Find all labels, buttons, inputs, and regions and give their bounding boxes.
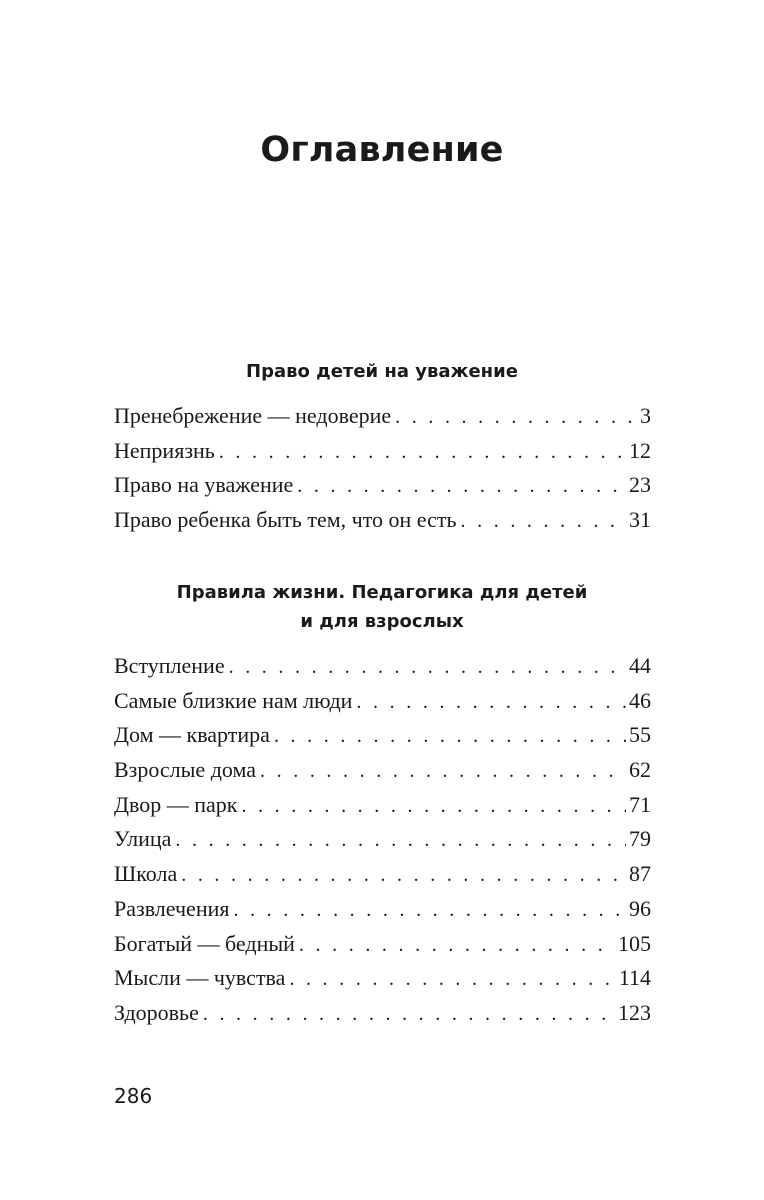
toc-entry-page: 55 — [629, 722, 651, 748]
toc-entry-page: 44 — [629, 653, 651, 678]
dot-leader — [219, 435, 626, 469]
toc-entry[interactable] — [114, 718, 651, 753]
toc-entry-page: 12 — [629, 437, 651, 463]
toc-entry-page: 71 — [629, 791, 651, 817]
toc-list-respect — [114, 399, 651, 538]
toc-entry-title: Здоровье — [114, 999, 199, 1025]
section-heading-respect: Право детей на уважение — [246, 361, 518, 382]
dot-leader — [395, 400, 637, 434]
toc-entry-page: 46 — [629, 687, 651, 713]
toc-entry-page: 96 — [629, 895, 651, 921]
dot-leader — [175, 823, 626, 857]
toc-entry[interactable] — [114, 892, 651, 927]
toc-entry[interactable] — [114, 434, 651, 469]
toc-entry-page: 62 — [629, 757, 651, 783]
page-title: Оглавление — [260, 130, 504, 170]
section-heading-rules-line1: Правила жизни. Педагогика для детей — [176, 582, 588, 603]
toc-entry-title: Самые близкие нам люди — [114, 687, 353, 713]
toc-entry-page: 114 — [618, 965, 651, 991]
dot-leader — [260, 754, 626, 788]
toc-entry-title: Вступление — [114, 653, 225, 678]
toc-entry-page: 79 — [629, 826, 651, 852]
dot-leader — [299, 928, 615, 962]
toc-entry-page: 87 — [629, 861, 651, 887]
dot-leader — [289, 962, 615, 996]
toc-entry-title: Богатый — бедный — [114, 930, 295, 956]
dot-leader — [297, 469, 626, 503]
toc-entry[interactable] — [114, 788, 651, 823]
dot-leader — [233, 893, 626, 927]
toc-entry-title: Неприязнь — [114, 437, 215, 463]
toc-entry-title: Дом — квартира — [114, 722, 270, 748]
toc-entry-title: Право на уважение — [114, 472, 294, 498]
toc-list-rules — [114, 649, 651, 1031]
toc-entry-title: Развлечения — [114, 895, 230, 921]
toc-entry[interactable] — [114, 822, 651, 857]
toc-entry[interactable] — [114, 468, 651, 503]
toc-entry[interactable] — [114, 503, 651, 538]
toc-entry-page: 123 — [618, 999, 651, 1025]
toc-entry[interactable] — [114, 684, 651, 719]
toc-entry-title: Двор — парк — [114, 791, 238, 817]
toc-entry-title: Взрослые дома — [114, 757, 257, 783]
toc-entry-title: Улица — [114, 826, 172, 852]
page-number: 286 — [114, 1084, 153, 1108]
toc-entry-title: Пренебрежение — недоверие — [114, 403, 392, 428]
dot-leader — [181, 858, 626, 892]
dot-leader — [241, 789, 626, 823]
section-heading-rules-line2: и для взрослых — [300, 611, 464, 632]
toc-entry[interactable] — [114, 961, 651, 996]
toc-entry[interactable] — [114, 649, 651, 684]
toc-entry[interactable] — [114, 857, 651, 892]
toc-entry-title: Мысли — чувства — [114, 965, 286, 991]
dot-leader — [461, 504, 626, 538]
toc-entry-page: 31 — [629, 507, 651, 533]
toc-entry[interactable] — [114, 399, 651, 434]
toc-entry-page: 3 — [640, 403, 651, 428]
dot-leader — [274, 719, 626, 753]
toc-entry[interactable] — [114, 996, 651, 1031]
toc-entry-page: 23 — [629, 472, 651, 498]
dot-leader — [229, 650, 626, 684]
dot-leader — [356, 685, 626, 719]
toc-entry[interactable] — [114, 753, 651, 788]
toc-entry[interactable] — [114, 927, 651, 962]
dot-leader — [203, 997, 615, 1031]
toc-entry-title: Школа — [114, 861, 178, 887]
toc-entry-title: Право ребенка быть тем, что он есть — [114, 507, 457, 533]
toc-entry-page: 105 — [618, 930, 651, 956]
